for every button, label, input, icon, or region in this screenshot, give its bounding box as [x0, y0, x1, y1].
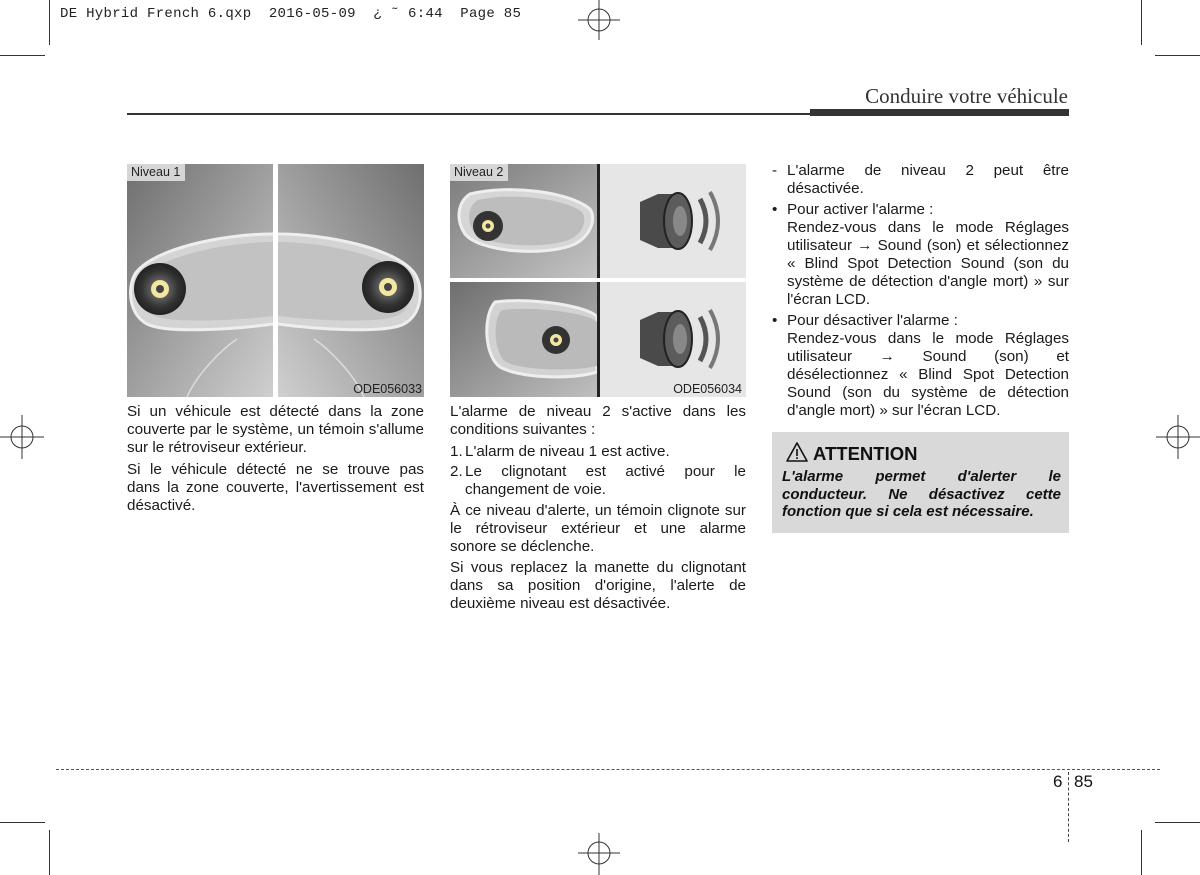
mirror-illustration-right: [278, 164, 424, 397]
crop-mark: [0, 55, 45, 56]
bullet-body: Rendez-vous dans le mode Réglages utilisateur → Sound (son) et sélectionnez « Blind Spot Detection Sound (son du système de détection d'angle mort) » sur l'écran LCD.: [787, 219, 1069, 308]
registration-mark: [0, 415, 44, 459]
list-item: [450, 443, 746, 461]
list-marker: 1.: [450, 443, 463, 460]
figure-divider: [450, 278, 746, 282]
speaker-icon: [600, 164, 746, 278]
list-text: Le clignotant est activé pour le changement de voie.: [465, 463, 746, 498]
page-header-title: Conduire votre véhicule: [865, 84, 1068, 108]
crop-mark: [1141, 830, 1142, 875]
paragraph: Si un véhicule est détecté dans la zone couverte par le système, un témoin s'allume sur le rétroviseur extérieur.: [127, 403, 424, 456]
bullet-content: [787, 312, 1069, 420]
page-number-divider: [1068, 772, 1069, 842]
warning-title: ATTENTION: [813, 443, 918, 464]
bullet-item: [772, 312, 1069, 420]
figure-label: Niveau 2: [450, 164, 508, 181]
list-item: [450, 463, 746, 499]
column-3-text: [772, 162, 1069, 420]
crop-mark: [49, 0, 50, 45]
figure-level-2: [450, 164, 746, 397]
mirror-illustration-lower: [450, 282, 597, 397]
speaker-icon: [600, 282, 746, 397]
registration-mark: [578, 833, 622, 875]
bullet-content: [787, 201, 1069, 309]
footer-rule: [56, 769, 1160, 770]
registration-mark: [1156, 415, 1200, 459]
warning-box: [772, 432, 1069, 533]
print-slug: DE Hybrid French 6.qxp 2016-05-09 ¿ ˜ 6:44 Page 85: [60, 6, 522, 22]
bullet-marker: •: [772, 312, 778, 329]
crop-mark: [1155, 822, 1200, 823]
paragraph: Si vous replacez la manette du clignotant dans sa position d'origine, l'alerte de deuxième niveau est désactivée.: [450, 559, 746, 612]
crop-mark: [49, 830, 50, 875]
bullet-marker: •: [772, 201, 778, 218]
column-1-text: [127, 403, 424, 515]
header-rule: [127, 113, 810, 115]
registration-mark: [578, 0, 622, 40]
bullet-body: Rendez-vous dans le mode Réglages utilisateur → Sound (son) et désélectionnez « Blind Spot Detection Sound (son du système de détection d'angle mort) » sur l'écran LCD.: [787, 330, 1069, 419]
figure-level-1: [127, 164, 424, 397]
paragraph: L'alarme de niveau 2 s'active dans les conditions suivantes :: [450, 403, 746, 438]
header-rule-bold: [810, 109, 1069, 116]
figure-code: ODE056033: [353, 382, 422, 396]
crop-mark: [1141, 0, 1142, 45]
list-text: L'alarm de niveau 1 est active.: [465, 443, 670, 460]
column-2-text: [450, 403, 746, 613]
bullet-head: Pour activer l'alarme :: [787, 201, 934, 218]
mirror-illustration-left: [127, 164, 273, 397]
bullet-head: Pour désactiver l'alarme :: [787, 312, 958, 329]
paragraph: À ce niveau d'alerte, un témoin clignote sur le rétroviseur extérieur et une alarme sonore se déclenche.: [450, 502, 746, 555]
warning-text: L'alarme permet d'alerter le conducteur. Ne désactivez cette fonction que si cela est nécessaire.: [782, 468, 1061, 520]
page-number: 85: [1074, 772, 1093, 791]
figure-label: Niveau 1: [127, 164, 185, 181]
dash-marker: -: [772, 162, 778, 179]
dash-text: L'alarme de niveau 2 peut être désactivée.: [787, 162, 1069, 197]
bullet-item: [772, 201, 1069, 309]
dash-item: [772, 162, 1069, 198]
crop-mark: [1155, 55, 1200, 56]
figure-code: ODE056034: [673, 382, 742, 396]
paragraph: Si le véhicule détecté ne se trouve pas dans la zone couverte, l'avertissement est désactivé.: [127, 461, 424, 514]
list-marker: 2.: [450, 463, 463, 480]
mirror-illustration-upper: [450, 164, 597, 278]
warning-triangle-icon: [786, 442, 808, 462]
chapter-number: 6: [1053, 772, 1063, 791]
crop-mark: [0, 822, 45, 823]
